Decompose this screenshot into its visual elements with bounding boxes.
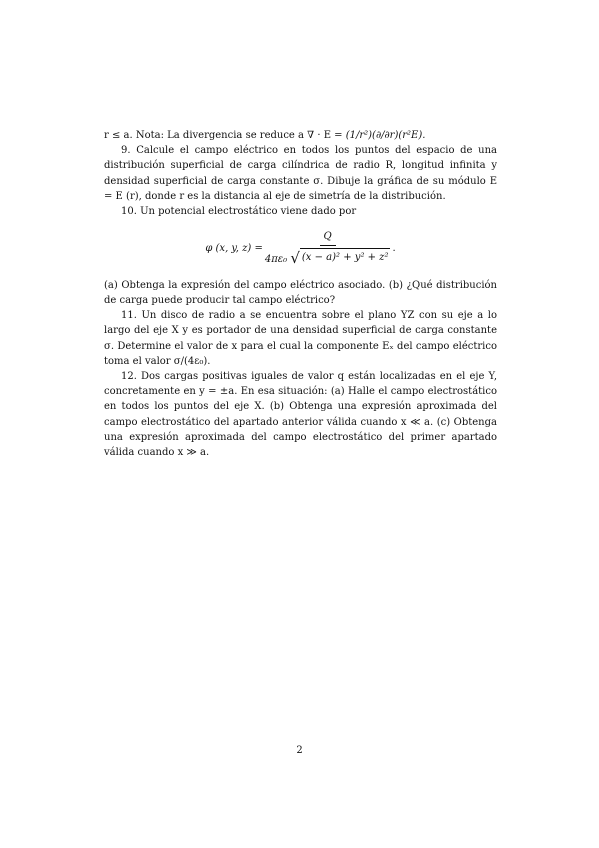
equation-fraction <box>265 229 391 268</box>
problem-9: 9. Calcule el campo eléctrico en todos los puntos del espacio de una distribución superficial de carga cilíndrica de radio R, longitud infinita y densidad superficial de carga constante σ. Dibuje la gráfica de su módulo E = E (r), donde r es la distancia al eje de simetría de la distribución. <box>104 145 497 202</box>
problem-10-parts: (a) Obtenga la expresión del campo eléctrico asociado. (b) ¿Qué distribución de carga puede producir tal campo eléctrico? <box>104 279 497 307</box>
problem-11: 11. Un disco de radio a se encuentra sobre el plano YZ con su eje a lo largo del eje X y es portador de una densidad superficial de carga constante σ. Determine el valor de x para el cual la componente Eₓ del campo eléctrico toma el valor σ/(4ε₀). <box>104 310 497 367</box>
intro-line <box>104 128 497 143</box>
equation-period: . <box>392 242 396 254</box>
page-number: 2 <box>296 745 303 756</box>
denominator-prefix: 4πε₀ <box>264 254 288 266</box>
radical-sign: √ <box>290 248 300 267</box>
intro-text: r ≤ a. Nota: La divergencia se reduce a ∇ · E = <box>104 130 346 141</box>
square-root <box>290 248 390 265</box>
radicand: (x − a)² + y² + z² <box>300 248 391 265</box>
body-text <box>104 128 497 460</box>
intro-math: (1/r²)(∂/∂r)(r²E). <box>345 130 426 141</box>
problem-12: 12. Dos cargas positivas iguales de valor q están localizadas en el eje Y, concretamente en y = ±a. En esa situación: (a) Halle el campo electrostático en todos los puntos del eje X. (b) Obtenga una expresión aproximada del campo electrostático del apartado anterior válida cuando x ≪ a. (c) Obtenga una expresión aproximada del campo electrostático del primer apartado válida cuando x ≫ a. <box>104 371 497 459</box>
potential-equation <box>104 229 497 268</box>
equation-denominator <box>265 246 391 267</box>
equation-lhs: φ (x, y, z) = <box>205 242 263 254</box>
equation-numerator: Q <box>320 229 336 246</box>
problem-10: 10. Un potencial electrostático viene dado por <box>121 206 357 218</box>
